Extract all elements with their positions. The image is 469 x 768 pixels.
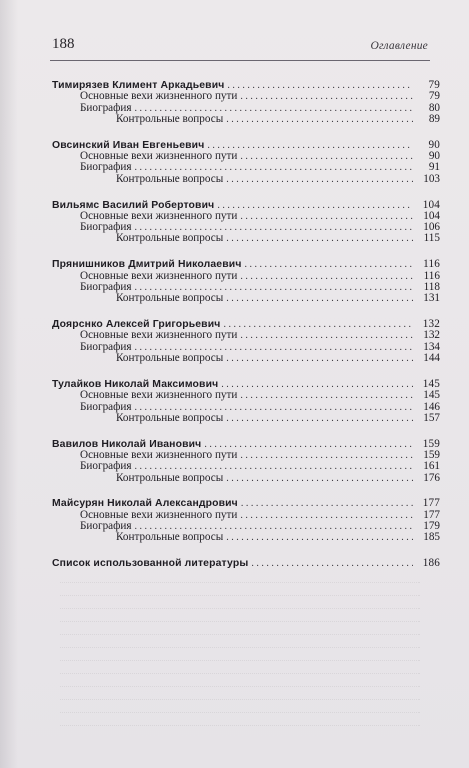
dot-leader (135, 162, 413, 173)
toc-page-number: 159 (423, 448, 440, 461)
toc-page-number: 177 (423, 508, 440, 521)
toc-subentry[interactable] (52, 532, 440, 543)
toc-entry-label: Список использованной литературы (52, 558, 249, 570)
dot-leader (221, 379, 413, 390)
dot-leader (240, 91, 413, 102)
toc-entry-label: Биография (80, 340, 132, 353)
toc-subentry[interactable] (52, 233, 440, 244)
toc-entry-label: Биография (80, 221, 132, 234)
toc-section (52, 439, 440, 484)
toc-subentry[interactable] (52, 473, 440, 484)
toc-subentry[interactable] (52, 293, 440, 304)
toc-entry-label: Основные вехи жизненного пути (80, 389, 238, 402)
dot-leader (226, 114, 413, 125)
toc-page-number: 146 (423, 400, 440, 413)
dot-leader (240, 450, 413, 461)
table-of-contents (52, 80, 440, 584)
toc-page-number: 115 (423, 232, 440, 245)
toc-page-number: 159 (422, 437, 440, 450)
toc-page-number: 177 (422, 497, 440, 510)
toc-subentry[interactable] (52, 353, 440, 364)
toc-entry-label: Майсурян Николай Александрович (52, 498, 238, 510)
toc-entry-label: Овсинский Иван Евгеньевич (52, 139, 205, 151)
dot-leader (226, 413, 413, 424)
toc-entry-label: Биография (80, 161, 132, 174)
toc-page-number: 132 (423, 329, 440, 342)
toc-subentry[interactable] (52, 174, 440, 185)
toc-page-number: 79 (428, 90, 440, 103)
toc-subentry[interactable] (52, 222, 440, 233)
header-rule (50, 60, 430, 61)
dot-leader (240, 510, 413, 521)
toc-subentry[interactable] (52, 402, 440, 413)
toc-subentry[interactable] (52, 342, 440, 353)
toc-section (52, 200, 440, 245)
toc-subentry[interactable] (52, 521, 440, 532)
toc-subentry[interactable] (52, 162, 440, 173)
toc-entry-label: Основные вехи жизненного пути (80, 269, 238, 282)
toc-page-number: 145 (422, 377, 440, 390)
toc-page-number: 144 (423, 352, 440, 365)
toc-entry-label: Основные вехи жизненного пути (80, 209, 238, 222)
toc-entry-label: Основные вехи жизненного пути (80, 329, 238, 342)
dot-leader (207, 140, 413, 151)
toc-page-number: 116 (423, 269, 440, 282)
toc-entry-label: Контрольные вопросы (116, 172, 224, 185)
toc-entry-label: Основные вехи жизненного пути (80, 150, 238, 163)
dot-leader (240, 330, 413, 341)
toc-entry-label: Прянишников Дмитрий Николаевич (52, 259, 242, 271)
toc-page-number: 79 (428, 79, 440, 91)
toc-subentry[interactable] (52, 461, 440, 472)
dot-leader (240, 390, 413, 401)
dot-leader (226, 532, 413, 543)
toc-page-number: 157 (423, 411, 440, 424)
toc-entry-label: Биография (80, 101, 132, 114)
dot-leader (226, 233, 413, 244)
dot-leader (240, 211, 413, 222)
toc-entry-label: Контрольные вопросы (116, 232, 224, 245)
toc-entry-label: Биография (80, 520, 132, 533)
toc-page-number: 134 (423, 340, 440, 353)
dot-leader (226, 293, 413, 304)
running-head: Оглавление (370, 40, 428, 52)
toc-entry-label: Основные вехи жизненного пути (80, 508, 238, 521)
toc-section (52, 80, 440, 125)
toc-section (52, 140, 440, 185)
toc-entry-label: Доярснко Алексей Григорьевич (52, 319, 221, 331)
toc-page-number: 132 (422, 318, 440, 331)
toc-chapter-entry[interactable] (52, 259, 440, 270)
toc-entry-label: Биография (80, 460, 132, 473)
toc-page-number: 116 (423, 258, 440, 271)
toc-entry-label: Биография (80, 280, 132, 293)
page-header (52, 36, 428, 58)
dot-leader (245, 259, 414, 270)
page-number: 188 (52, 36, 75, 52)
dot-leader (226, 353, 413, 364)
toc-subentry[interactable] (52, 413, 440, 424)
toc-page-number: 90 (428, 150, 440, 163)
toc-page-number: 118 (423, 280, 440, 293)
toc-entry-label: Тимирязев Климент Аркадьевич (52, 80, 225, 91)
toc-section (52, 379, 440, 424)
toc-section (52, 319, 440, 364)
toc-entry-label: Контрольные вопросы (116, 112, 224, 125)
toc-page-number: 179 (423, 520, 440, 533)
toc-entry-label: Контрольные вопросы (116, 531, 224, 544)
toc-entry-label: Контрольные вопросы (116, 292, 224, 305)
dot-leader (240, 151, 413, 162)
toc-section (52, 498, 440, 543)
toc-entry-label: Тулайков Николай Максимович (52, 378, 219, 390)
dot-leader (223, 319, 413, 330)
toc-entry-label: Вильямс Василий Робертович (52, 199, 215, 211)
dot-leader (240, 271, 413, 282)
toc-page-number: 145 (423, 389, 440, 402)
toc-page-number: 90 (428, 138, 440, 151)
dot-leader (226, 473, 413, 484)
toc-entry-label: Контрольные вопросы (116, 411, 224, 424)
toc-subentry[interactable] (52, 91, 440, 102)
toc-page-number: 186 (422, 557, 440, 570)
toc-page-number: 161 (423, 460, 440, 473)
toc-page-number: 176 (423, 471, 440, 484)
toc-entry-label: Контрольные вопросы (116, 471, 224, 484)
toc-page-number: 104 (423, 209, 440, 222)
toc-entry-label: Контрольные вопросы (116, 352, 224, 365)
toc-chapter-entry[interactable] (52, 558, 440, 569)
dot-leader (251, 558, 413, 569)
toc-section (52, 259, 440, 304)
toc-subentry[interactable] (52, 103, 440, 114)
toc-page-number: 80 (428, 101, 440, 114)
toc-subentry[interactable] (52, 282, 440, 293)
toc-page-number: 91 (428, 161, 440, 174)
dot-leader (217, 200, 413, 211)
toc-entry-label: Биография (80, 400, 132, 413)
toc-subentry[interactable] (52, 114, 440, 125)
toc-section (52, 558, 440, 569)
toc-page-number: 89 (428, 112, 440, 125)
toc-entry-label: Основные вехи жизненного пути (80, 448, 238, 461)
dot-leader (226, 174, 413, 185)
dot-leader (227, 80, 413, 91)
dot-leader (241, 498, 413, 509)
toc-page-number: 131 (423, 292, 440, 305)
toc-entry-label: Вавилов Николай Иванович (52, 438, 202, 450)
toc-entry-label: Основные вехи жизненного пути (80, 90, 238, 103)
toc-page-number: 103 (423, 172, 440, 185)
toc-subentry[interactable] (52, 390, 440, 401)
toc-page-number: 104 (422, 198, 440, 211)
dot-leader (135, 461, 413, 472)
show-through-shadow (60, 572, 420, 732)
toc-page-number: 185 (423, 531, 440, 544)
toc-page-number: 106 (423, 221, 440, 234)
